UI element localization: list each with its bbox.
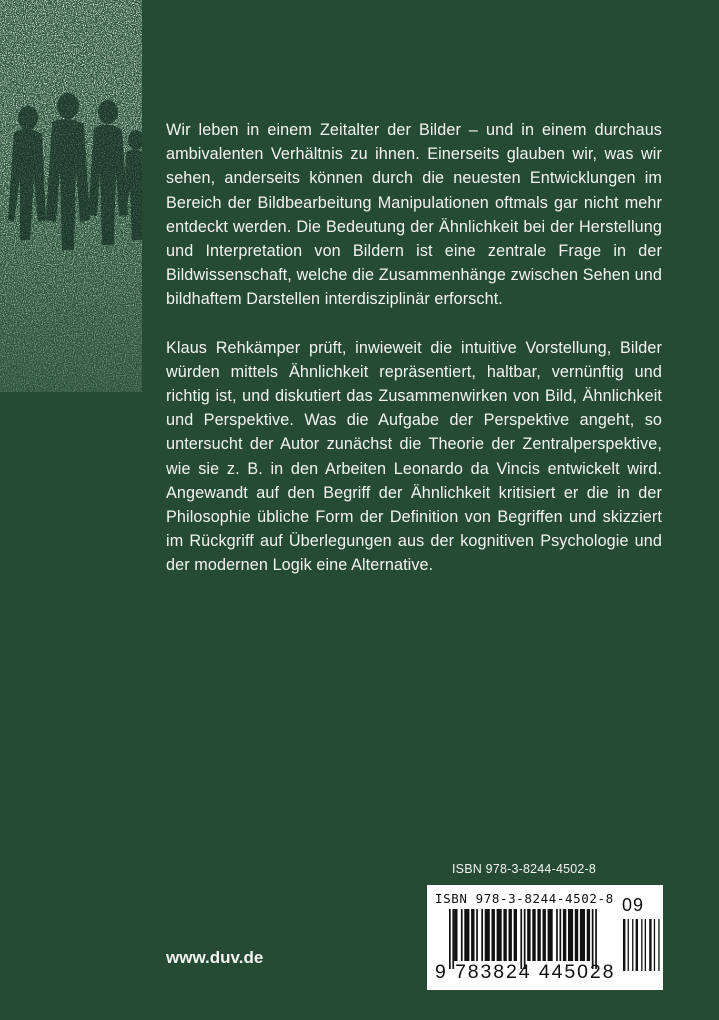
blurb-text bbox=[166, 118, 662, 578]
blurb-paragraph-2: Klaus Rehkämper prüft, inwieweit die intuitive Vorstellung, Bilder würden mittels Ähnlichkeit repräsentiert, haltbar, vernünftig und richtig ist, und diskutiert das Zusammenwirken von Bild, Ähnlichkeit und Perspektive. Was die Aufgabe der Perspektive angeht, so untersucht der Autor zunächst die Theorie der Zentralperspektive, wie sie z. B. in den Arbeiten Leonardo da Vincis entwickelt wird. Angewandt auf den Begriff der Ähnlichkeit kritisiert er die in der Philosophie übliche Form der Definition von Begriffen und skizziert im Rückgriff auf Überlegungen aus der kognitiven Psychologie und der modernen Logik eine Alternative. bbox=[166, 338, 662, 575]
barcode-ean-digits: 9 783824 445028 bbox=[435, 961, 616, 983]
people-silhouettes-photo-icon bbox=[0, 0, 142, 392]
blurb-paragraph-1: Wir leben in einem Zeitalter der Bilder – und in einem durchaus ambivalenten Verhältnis zu ihnen. Einerseits glauben wir, was wir sehen, anderseits können durch die neuesten Entwicklungen im Bereich der Bildbearbeitung Manipulationen oftmals gar nicht mehr entdeckt werden. Die Bedeutung der Ähnlichkeit bei der Herstellung und Interpretation von Bildern ist eine zentrale Frage in der Bildwissenschaft, welche die Zusammenhänge zwischen Sehen und bildhaftem Darstellen interdisziplinär erforscht. bbox=[166, 121, 662, 309]
website-link[interactable]: www.duv.de bbox=[166, 948, 264, 967]
isbn-label: ISBN 978-3-8244-4502-8 bbox=[452, 862, 597, 876]
cover-photo bbox=[0, 0, 142, 392]
barcode-isbn-text: ISBN 978-3-8244-4502-8 bbox=[435, 891, 614, 906]
isbn-barcode bbox=[427, 885, 663, 990]
barcode-addon-digits: 09 bbox=[622, 895, 645, 915]
